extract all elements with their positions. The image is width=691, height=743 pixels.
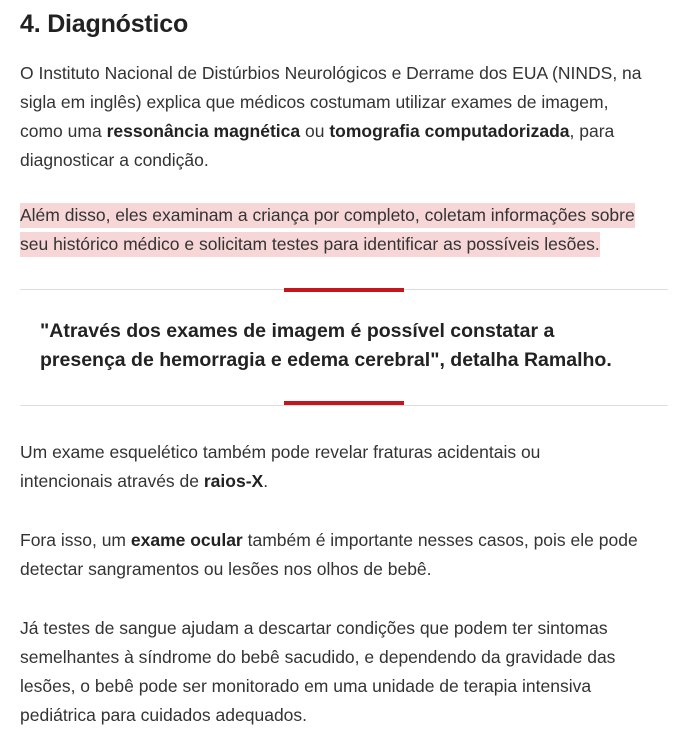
quote-line: "Através dos exames de imagem é possível constatar a — [40, 320, 555, 342]
paragraph-line — [20, 467, 680, 496]
paragraph-line: semelhantes à síndrome do bebê sacudido, e dependendo da gravidade das — [20, 647, 616, 667]
paragraph-skeletal-exam — [20, 438, 680, 496]
paragraph-line — [20, 230, 680, 259]
paragraph-line: diagnosticar a condição. — [20, 150, 209, 170]
text-segment: também é importante nesses casos, pois ele pode — [242, 530, 638, 550]
quote-accent-bar-top — [284, 288, 404, 292]
quote-divider-bottom — [20, 405, 668, 406]
bold-term-mri: ressonância magnética — [106, 121, 301, 141]
paragraph-blood-tests — [20, 614, 680, 730]
text-segment: como uma — [20, 121, 107, 141]
bold-term-xray: raios-X — [203, 471, 264, 491]
text-segment: , para — [569, 121, 615, 141]
paragraph-line — [20, 526, 680, 555]
text-segment: . — [263, 471, 269, 491]
paragraph-line — [20, 117, 680, 146]
text-segment: intencionais através de — [20, 471, 204, 491]
quote-accent-bar-bottom — [284, 401, 404, 405]
highlighted-text: seu histórico médico e solicitam testes para identificar as possíveis lesões. — [20, 232, 600, 257]
paragraph-eye-exam — [20, 526, 680, 584]
paragraph-line: pediátrica para cuidados adequados. — [20, 705, 308, 725]
paragraph-line: detectar sangramentos ou lesões nos olhos de bebê. — [20, 559, 432, 579]
bold-term-ct: tomografia computadorizada — [329, 121, 570, 141]
paragraph-line: lesões, o bebê pode ser monitorado em uma unidade de terapia intensiva — [20, 676, 592, 696]
paragraph-line: sigla em inglês) explica que médicos costumam utilizar exames de imagem, — [20, 92, 609, 112]
paragraph-line — [20, 201, 680, 230]
section-heading: 4. Diagnóstico — [20, 10, 189, 38]
paragraph-highlighted — [20, 201, 680, 259]
paragraph-diagnosis-intro — [20, 59, 680, 175]
pull-quote — [40, 317, 660, 375]
text-segment: ou — [300, 121, 330, 141]
text-segment: Fora isso, um — [20, 530, 131, 550]
bold-term-eye-exam: exame ocular — [130, 530, 243, 550]
paragraph-line: Um exame esquelético também pode revelar fraturas acidentais ou — [20, 442, 541, 462]
highlighted-text: Além disso, eles examinam a criança por completo, coletam informações sobre — [20, 203, 635, 228]
paragraph-line: Já testes de sangue ajudam a descartar condições que podem ter sintomas — [20, 618, 608, 638]
quote-line: presença de hemorragia e edema cerebral", detalha Ramalho. — [40, 349, 612, 371]
paragraph-line: O Instituto Nacional de Distúrbios Neurológicos e Derrame dos EUA (NINDS, na — [20, 63, 642, 83]
